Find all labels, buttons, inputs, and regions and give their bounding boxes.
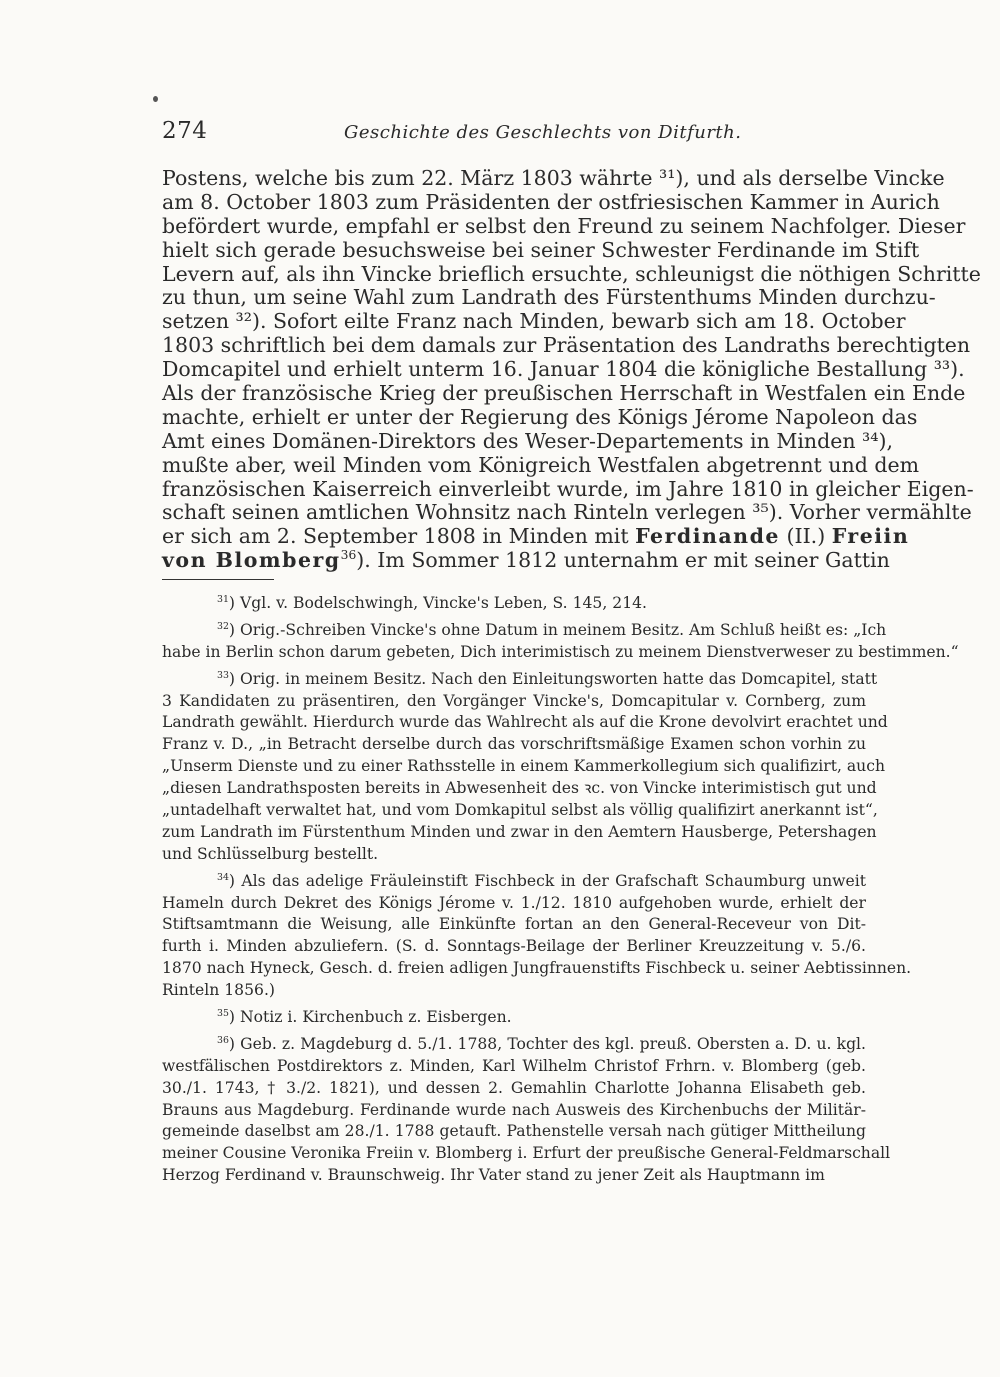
footnote-text: gemeinde daselbst am 28./1. 1788 getauft. Pathenstelle versah nach gütiger Mittheilung [162,1122,866,1141]
footnote-line [162,734,866,756]
footnote-text: 1870 nach Hyneck, Gesch. d. freien adligen Jungfrauenstifts Fischbeck u. seiner Aebtissinnen. [162,959,912,978]
footnote-text: Geb. z. Magdeburg d. 5./1. 1788, Tochter des kgl. preuß. Obersten a. D. u. kgl. [240,1034,866,1053]
main-line-text: ). Im Sommer 1812 unternahm er mit seiner Gattin [356,548,890,573]
footnote-text: furth i. Minden abzuliefern. (S. d. Sonntags-Beilage der Berliner Kreuzzeitung v. 5./6. [162,937,866,956]
footnote-label: 34 [217,871,229,883]
ink-speck [153,96,158,102]
main-line: machte, erhielt er unter der Regierung des Königs Jérome Napoleon das [162,404,918,429]
footnote-31 [162,593,866,615]
footnote-text: habe in Berlin schon darum gebeten, Dich interimistisch zu meinem Dienstverweser zu bestimmen.“ [162,642,959,661]
footnote-label: 36 [217,1034,229,1046]
footnote-text: „diesen Landrathsposten bereits in Abwesenheit des ꝛc. von Vincke interimistisch gut und [162,779,877,798]
footnote-label: 31 [217,593,229,605]
footnote-line [162,691,866,713]
main-line: am 8. October 1803 zum Präsidenten der ostfriesischen Kammer in Aurich [162,189,940,214]
main-line: Als der französische Krieg der preußischen Herrschaft in Westfalen ein Ende [162,381,966,406]
footnote-text: westfälischen Postdirektors z. Minden, Karl Wilhelm Christof Frhrn. v. Blomberg (geb. [162,1056,866,1075]
bold-title-freiin: Freiin [831,524,910,549]
footnote-line [162,844,866,866]
bold-name-blomberg: von Blomberg [162,548,341,573]
footnote-line: $^{33}$) Orig. in meinem Besitz. Nach den Einleitungsworten hatte das Domcapitel, statt [217,669,878,688]
footnote-text: Brauns aus Magdeburg. Ferdinande wurde nach Ausweis des Kirchenbuchs der Militär- [162,1100,866,1119]
footnote-32 [162,620,959,664]
footnote-text: Rinteln 1856.) [162,981,275,1000]
footnote-line [162,1143,891,1165]
footnote-text: 30./1. 1743, † 3./2. 1821), und dessen 2. Gemahlin Charlotte Johanna Elisabeth geb. [162,1078,866,1097]
footnote-label: 35 [217,1007,229,1019]
footnote-line [162,914,866,936]
main-line: setzen ³²). Sofort eilte Franz nach Minden, bewarb sich am 18. October [162,309,906,334]
main-line: französischen Kaiserreich einverleibt wurde, im Jahre 1810 in gleicher Eigen- [162,476,974,501]
footnote-text: Hameln durch Dekret des Königs Jérome v. 1./12. 1810 aufgehoben wurde, erhielt der [162,893,866,912]
footnote-text: Stiftsamtmann die Weisung, alle Einkünfte fortan an den General-Receveur von Dit- [162,915,866,934]
page-header [162,118,862,150]
footnote-text: „Unserm Dienste und zu einer Rathsstelle in einem Kammerkollegium sich qualifizirt, auch [162,757,886,776]
footnote-line [162,822,877,844]
main-line: zu thun, um seine Wahl zum Landrath des Fürstenthums Minden durchzu- [162,285,936,310]
footnote-text: Als das adelige Fräuleinstift Fischbeck in der Grafschaft Schaumburg unweit [241,871,866,890]
footnote-line [162,800,878,822]
footnote-line: $^{32}$) Orig.-Schreiben Vincke's ohne Datum in meinem Besitz. Am Schluß heißt es: „Ich [217,620,887,639]
footnote-line [162,756,886,778]
main-line [162,548,890,573]
main-line: befördert wurde, empfahl er selbst den Freund zu seinem Nachfolger. Dieser [162,213,966,238]
footnote-label: 32 [217,620,229,632]
footnote-text: zum Landrath im Fürstenthum Minden und zwar in den Aemtern Hausberge, Petershagen [162,822,877,841]
main-line-text: er sich am 2. September 1808 in Minden mit [162,524,636,549]
main-line: mußte aber, weil Minden vom Königreich Westfalen abgetrennt und dem [162,452,920,477]
main-line: hielt sich gerade besuchsweise bei seiner Schwester Ferdinande im Stift [162,237,920,262]
footnote-text: meiner Cousine Veronika Freiin v. Blomberg i. Erfurt der preußische General-Feldmarschall [162,1144,891,1163]
main-line [162,524,910,549]
footnote-36 [162,1034,891,1187]
footnote-35 [162,1007,866,1029]
footnote-33 [162,669,888,866]
main-paragraph [162,166,981,525]
footnote-text: Franz v. D., „in Betracht derselbe durch das vorschriftsmäßige Examen schon vorhin zu [162,735,866,754]
main-text [162,166,981,573]
footnote-text: 3 Kandidaten zu präsentiren, den Vorgänger Vincke's, Domcapitular v. Cornberg, zum [162,691,866,710]
main-line: schaft seinen amtlichen Wohnsitz nach Rinteln verlegen ³⁵). Vorher vermählte [162,500,972,525]
footnote-line [162,936,866,958]
main-line: Amt eines Domänen-Direktors des Weser-Departements in Minden ³⁴), [162,428,894,453]
footnote-line [162,712,888,734]
footnote-rule [162,579,274,580]
main-line-text: (II.) [779,524,832,549]
footnote-line [162,1121,866,1143]
footnote-line [162,893,866,915]
footnote-line [162,1100,866,1122]
footnote-text: „untadelhaft verwaltet hat, und vom Domkapitul selbst als völlig qualifizirt anerkannt ist“, [162,801,878,820]
footnote-text: und Schlüsselburg bestellt. [162,844,379,863]
footnote-text: Landrath gewählt. Hierdurch wurde das Wahlrecht als auf die Krone devolvirt erachtet und [162,713,888,732]
footnote-label: 33 [217,669,229,681]
footnote-line: $^{31}$) Vgl. v. Bodelschwingh, Vincke's Leben, S. 145, 214. [217,593,647,612]
main-line: Levern auf, als ihn Vincke brieflich ersuchte, schleunigst die nöthigen Schritte [162,261,981,286]
footnote-line [162,1165,866,1187]
footnote-line: $^{35}$) Notiz i. Kirchenbuch z. Eisbergen. [217,1007,512,1027]
footnote-text: Vgl. v. Bodelschwingh, Vincke's Leben, S. 145, 214. [239,594,647,612]
main-line: Domcapitel und erhielt unterm 16. Januar 1804 die königliche Bestallung ³³). [162,357,965,382]
footnote-line [162,778,877,800]
footnote-line: $^{36}$) Geb. z. Magdeburg d. 5./1. 1788, Tochter des kgl. preuß. Obersten a. D. u. kgl. [217,1034,866,1053]
running-head: Geschichte des Geschlechts von Ditfurth. [344,122,742,143]
footnote-34 [162,871,912,1002]
main-line: Postens, welche bis zum 22. März 1803 währte ³¹), und als derselbe Vincke [162,166,945,190]
footnote-line: $^{34}$) Als das adelige Fräuleinstift Fischbeck in der Grafschaft Schaumburg unweit [217,871,866,890]
footnotes [162,593,959,1192]
footnote-line [162,1078,866,1100]
footnote-text: Orig. in meinem Besitz. Nach den Einleitungsworten hatte das Domcapitel, statt [239,669,878,688]
bold-name-ferdinande: Ferdinande [635,524,780,549]
footnote-text: Notiz i. Kirchenbuch z. Eisbergen. [239,1008,512,1027]
footnote-ref: 36 [340,548,357,563]
footnote-text: Orig.-Schreiben Vincke's ohne Datum in meinem Besitz. Am Schluß heißt es: „Ich [239,620,887,639]
footnote-line [162,1056,866,1078]
footnote-line [162,642,959,664]
footnote-line [162,958,912,980]
footnote-line [162,980,866,1002]
page-number: 274 [162,118,208,144]
footnote-text: Herzog Ferdinand v. Braunschweig. Ihr Vater stand zu jener Zeit als Hauptmann im [162,1166,825,1185]
main-line: 1803 schriftlich bei dem damals zur Präsentation des Landraths berechtigten [162,333,971,358]
